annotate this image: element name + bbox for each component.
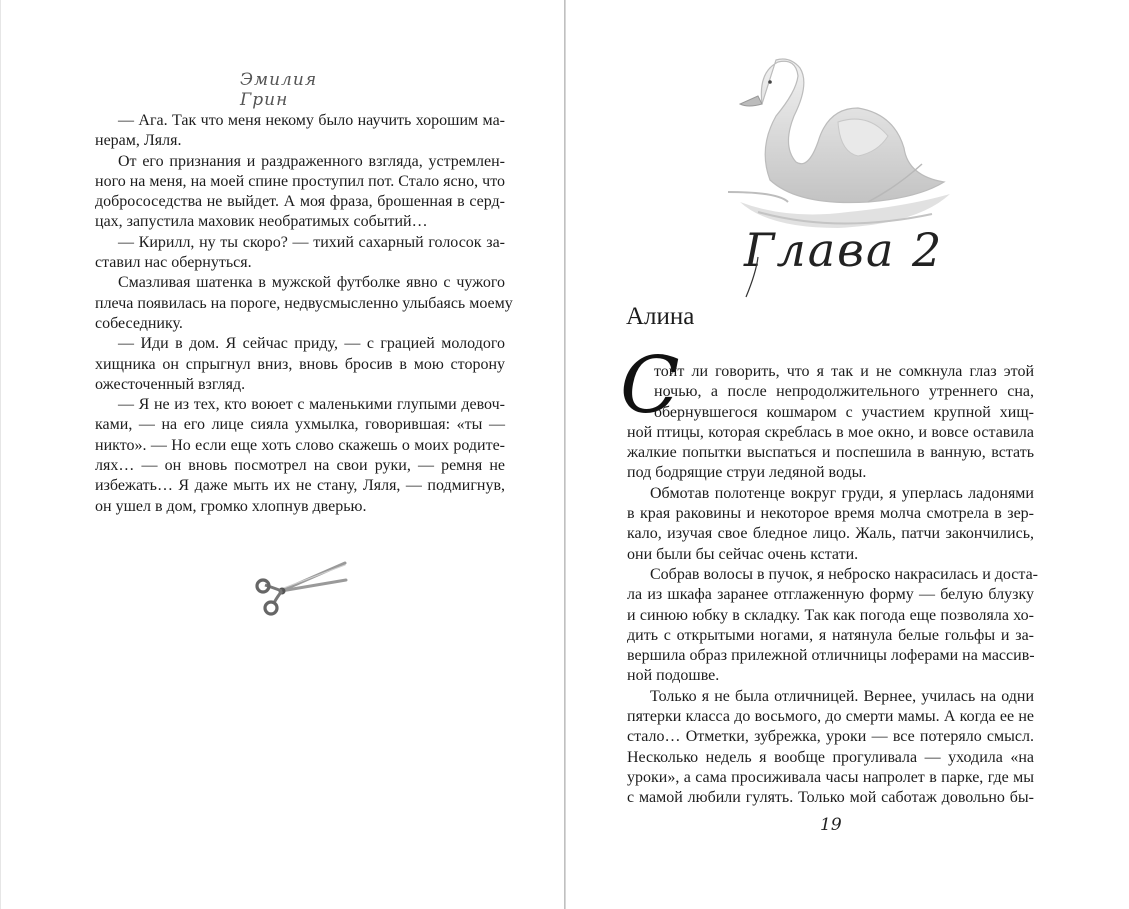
body-line: хищника он спрыгнул вниз, вновь бросив в мою сторону [95,355,505,373]
drop-cap: С [620,341,680,431]
body-line: и синюю юбку в складку. Так как погода еще позволяла хо- [627,606,1034,624]
body-line: ной подошве. [627,667,720,685]
scissors-icon [251,561,349,619]
body-line: они были бы сейчас очень кстати. [627,545,859,563]
chapter-heading-text: Глава 2 [744,223,944,277]
body-line: — Кирилл, ну ты скоро? — тихий сахарный голосок за- [118,233,505,251]
body-line: — Иди в дом. Я сейчас приду, — с грацией молодого [118,335,505,353]
chapter-heading [732,213,946,305]
body-line: лях… — он вновь посмотрел на свои руки, — ремня не [95,457,505,475]
body-line: Смазливая шатенка в мужской футболке явно с чужого [118,274,505,292]
body-line: Обмотав полотенце вокруг груди, я уперлась ладонями [650,484,1034,502]
body-line: От его признания и раздраженного взгляда, устремлен- [118,152,505,170]
left-page-body [95,111,513,517]
body-line: пятерки класса до восьмого, до смерти мамы. А когда ее не [627,708,1034,726]
body-line: кало, изучая свое бледное лицо. Жаль, патчи закончились, [627,525,1034,543]
body-line: ками, — на его лице сияла ухмылка, говорившая: «ты — [95,416,505,434]
body-line: добрососедства не выйдет. А моя фраза, брошенная в серд- [95,193,505,211]
page-number: 19 [820,815,842,835]
body-line: ного на меня, на моей спине проступил пот. Стало ясно, что [95,172,505,190]
body-line: никто». — Но если еще хоть слово скажешь о моих родите- [95,436,505,454]
body-line: собеседнику. [95,314,183,332]
body-line: — Я не из тех, кто воюет с маленькими глупыми девоч- [118,396,505,414]
body-line: ожесточенный взгляд. [95,375,246,393]
body-line: тоит ли говорить, что я так и не сомкнула глаз этой [654,363,1034,380]
body-line: в края раковины и некоторое время молча смотрела в зер- [627,505,1034,523]
body-line: уроки», а сама просиживала часы напролет в парке, где мы [627,768,1034,786]
body-line: ной птицы, которая скреблась в мое окно, и вовсе оставила [627,423,1034,441]
body-line: жалкие попытки выспаться и поспешила в ванную, встать [627,444,1034,462]
body-line: дить с открытыми ногами, я натянула белые гольфы и за- [627,626,1034,644]
chapter-heading-flourish [732,213,946,305]
body-line: Несколько недель я вообще прогуливала — уходила «на [627,748,1034,766]
body-line: — Ага. Так что меня некому было научить хорошим ма- [118,112,505,129]
body-line: обернувшегося кошмаром с участием крупной хищ- [654,403,1034,421]
body-line: под бодрящие струи ледяной воды. [627,464,867,482]
body-line: избежать… Я даже мыть их не стану, Ляля, — подмигнув, [95,477,505,495]
body-line: Только я не была отличницей. Вернее, училась на одни [650,687,1034,705]
body-line: плеча появилась на пороге, недвусмысленно улыбаясь моему [95,294,513,312]
right-page-body [627,362,1039,809]
body-line: ла из шкафа заранее отглаженную форму — белую блузку [627,586,1034,604]
body-line: ночью, а после непродолжительного утреннего сна, [654,383,1034,401]
body-line: с мамой любили гулять. Только мой саботаж довольно бы- [627,789,1034,807]
running-head-author: Эмилия Грин [240,70,318,110]
body-line: нерам, Ляля. [95,132,182,150]
body-line: Собрав волосы в пучок, я неброско накрасилась и доста- [650,565,1039,583]
body-line: он ушел в дом, громко хлопнув дверью. [95,497,367,515]
section-title: Алина [626,303,695,330]
left-page-edge [0,0,1,909]
body-line: стало… Отметки, зубрежка, уроки — все потеряло смысл. [627,728,1034,746]
body-line: вершила образ прилежной отличницы лоферами на массив- [627,647,1035,665]
body-line: ставил нас обернуться. [95,254,252,272]
body-line: цах, запустила маховик необратимых событий… [95,213,428,231]
